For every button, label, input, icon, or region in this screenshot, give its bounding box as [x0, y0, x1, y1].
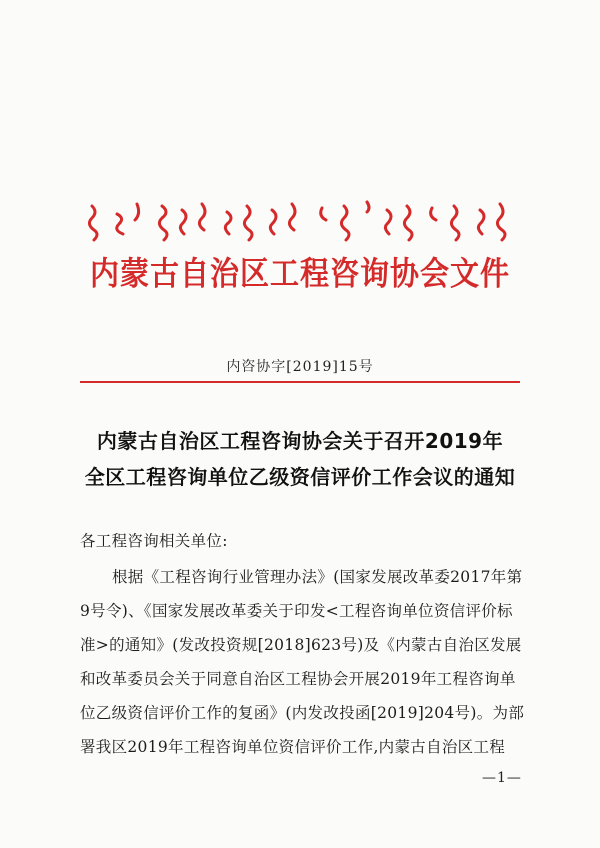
document-number: 内咨协字[2019]15号 [226, 359, 374, 375]
salutation: 各工程咨询相关单位: [80, 532, 228, 550]
notice-title-line-2: 全区工程咨询单位乙级资信评价工作会议的通知 [84, 465, 516, 489]
body-line: 和改革委员会关于同意自治区工程协会开展2019年工程咨询单 [80, 670, 516, 688]
mongolian-script-heading [82, 196, 522, 246]
body-line: 根据《工程咨询行业管理办法》(国家发展改革委2017年第 [112, 568, 523, 586]
notice-title-line-1: 内蒙古自治区工程咨询协会关于召开2019年 [96, 429, 504, 453]
header-divider [80, 381, 520, 383]
body-line: 准>的通知》(发改投资规[2018]623号)及《内蒙古自治区发展 [80, 636, 522, 654]
page-number: —1— [482, 770, 522, 786]
body-line: 位乙级资信评价工作的复函》(内发改投函[2019]204号)。为部 [80, 704, 525, 722]
document-header-title: 内蒙古自治区工程咨询协会文件 [89, 254, 510, 293]
body-line: 署我区2019年工程咨询单位资信评价工作,内蒙古自治区工程 [80, 738, 506, 756]
body-line: 9号令)、《国家发展改革委关于印发<工程咨询单位资信评价标 [80, 602, 513, 620]
